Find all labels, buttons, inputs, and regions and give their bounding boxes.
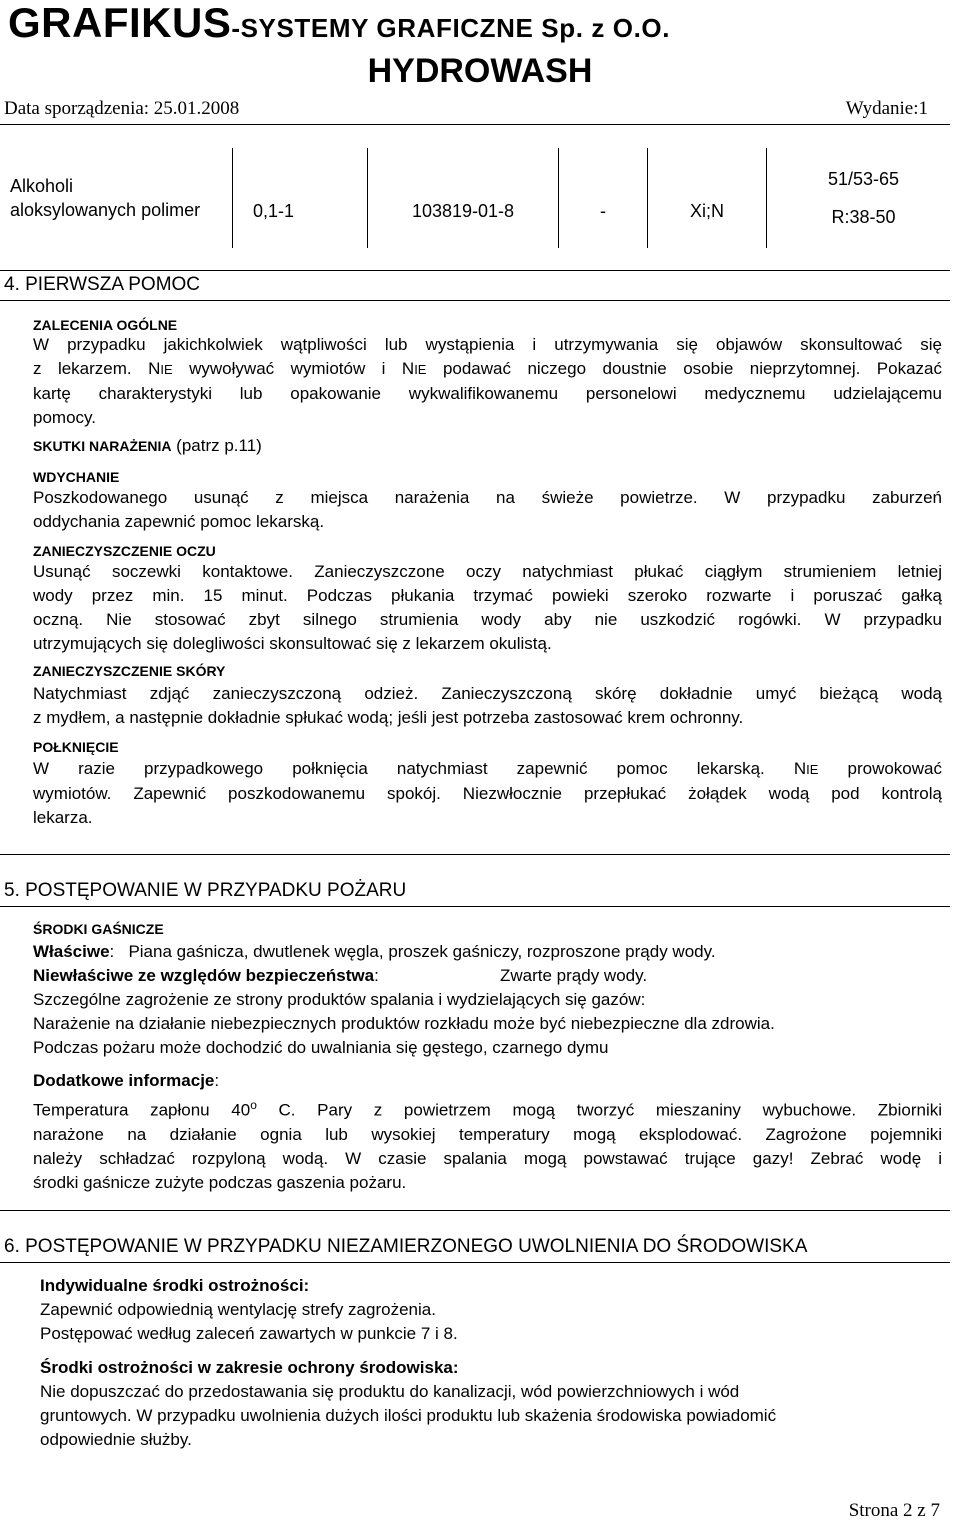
risk-phrases-line1: 51/53-65 — [767, 167, 960, 191]
exposure-effects-title: SKUTKI NARAŻENIA — [33, 438, 171, 454]
eye-contact-title: ZANIECZYSZCZENIE OCZU — [33, 542, 216, 560]
additional-info-text — [33, 1093, 942, 1195]
additional-info-colon: : — [214, 1071, 219, 1090]
section-4-title: 4. PIERWSZA POMOC — [4, 274, 200, 296]
text-line: odpowiednie służby. — [40, 1428, 940, 1452]
ingestion-text — [33, 757, 942, 830]
text-line — [33, 357, 942, 382]
issue-date: Data sporządzenia: 25.01.2008 — [4, 98, 239, 120]
unsuitable-media — [33, 964, 379, 988]
composition-table — [0, 148, 960, 248]
text-line: Narażenie na działanie niebezpiecznych produktów rozkładu może być niebezpieczne dla zdrowia. — [33, 1012, 942, 1036]
unsuitable-media-text: Zwarte prądy wody. — [500, 964, 647, 988]
text-span: z lekarzem. N — [33, 359, 160, 378]
text-line: oddychania zapewnić pomoc lekarską. — [33, 510, 942, 534]
risk-phrases-line2: R:38-50 — [767, 205, 960, 229]
additional-info-title — [33, 1069, 219, 1093]
inhalation-title: WDYCHANIE — [33, 468, 119, 486]
component-name-cell — [0, 148, 233, 248]
company-name — [8, 2, 670, 44]
extinguishing-media-title: ŚRODKI GAŚNICZE — [33, 920, 164, 938]
general-advice-text — [33, 333, 942, 430]
text-line: wymiotów. Zapewnić poszkodowanemu spokój. Niezwłocznie przepłukać żołądek wodą pod kontrolą — [33, 782, 942, 806]
inhalation-text — [33, 486, 942, 534]
einecs-cell: - — [559, 148, 648, 248]
text-line: oczną. Nie stosować zbyt silnego strumienia wody aby nie uszkodzić rogówki. W przypadku — [33, 608, 942, 632]
text-line — [33, 757, 942, 782]
skin-contact-text — [33, 682, 942, 730]
eye-contact-text — [33, 560, 942, 656]
text-line: wody przez min. 15 minut. Podczas płukania trzymać powieki szeroko rozwarte i poruszać gałką — [33, 584, 942, 608]
text-line: Nie dopuszczać do przedostawania się produktu do kanalizacji, wód powierzchniowych i wód — [40, 1380, 940, 1404]
text-line: Poszkodowanego usunąć z miejsca narażenia na świeże powietrze. W przypadku zaburzeń — [33, 486, 942, 510]
environmental-precautions-title: Środki ostrożności w zakresie ochrony środowiska: — [40, 1356, 459, 1380]
symbol-cell: Xi;N — [648, 148, 767, 248]
additional-info-label: Dodatkowe informacje — [33, 1071, 214, 1090]
text-line: Zapewnić odpowiednią wentylację strefy zagrożenia. — [40, 1298, 940, 1322]
special-hazards-text — [33, 988, 942, 1060]
company-name-main: GRAFIKUS — [8, 0, 231, 46]
table-row — [0, 148, 960, 248]
component-name-line2: aloksylowanych polimer — [10, 198, 232, 222]
text-line: Usunąć soczewki kontaktowe. Zanieczyszczone oczy natychmiast płukać ciągłym strumieniem letniej — [33, 560, 942, 584]
section-divider — [0, 270, 950, 271]
section-divider — [0, 854, 950, 855]
text-line: Postępować według zaleceń zawartych w punkcie 7 i 8. — [40, 1322, 940, 1346]
section-5-title: 5. POSTĘPOWANIE W PRZYPADKU POŻARU — [4, 880, 406, 902]
text-line: pomocy. — [33, 406, 942, 430]
company-name-suffix: -SYSTEMY GRAFICZNE Sp. z O.O. — [231, 13, 670, 43]
unsuitable-media-colon: : — [374, 966, 379, 985]
text-line: narażone na działanie ognia lub wysokiej temperatury mogą eksplodować. Zagrożone pojemniki — [33, 1123, 942, 1147]
text-line: utrzymujących się dolegliwości skonsultować się z lekarzem okulistą. — [33, 632, 942, 656]
personal-precautions-title: Indywidualne środki ostrożności: — [40, 1274, 309, 1298]
text-span: IE — [806, 762, 818, 777]
general-advice-title: ZALECENIA OGÓLNE — [33, 316, 177, 334]
text-line: środki gaśnicze zużyte podczas gaszenia pożaru. — [33, 1171, 942, 1195]
text-line: z mydłem, a następnie dokładnie spłukać wodą; jeśli jest potrzeba zastosować krem ochronny. — [33, 706, 942, 730]
text-line: Podczas pożaru może dochodzić do uwalniania się gęstego, czarnego dymu — [33, 1036, 942, 1060]
text-span: podawać niczego doustnie osobie nieprzytomnej. Pokazać — [426, 359, 942, 378]
edition: Wydanie:1 — [846, 98, 928, 120]
component-name-line1: Alkoholi — [10, 174, 232, 198]
product-name: HYDROWASH — [0, 54, 960, 88]
suitable-media-text: : Piana gaśnicza, dwutlenek węgla, proszek gaśniczy, rozproszone prądy wody. — [110, 942, 716, 961]
section-divider — [0, 1210, 950, 1211]
text-line: Szczególne zagrożenie ze strony produktów spalania i wydzielających się gazów: — [33, 988, 942, 1012]
page-number: Strona 2 z 7 — [849, 1500, 940, 1522]
exposure-effects — [33, 436, 262, 456]
text-span: Temperatura zapłonu 40 — [33, 1101, 250, 1120]
text-line: lekarza. — [33, 806, 942, 830]
text-span: IE — [414, 362, 426, 377]
degree-sup: o — [250, 1098, 257, 1112]
personal-precautions-text — [40, 1298, 940, 1346]
text-line: gruntowych. W przypadku uwolnienia dużych ilości produktu lub skażenia środowiska powiadomić — [40, 1404, 940, 1428]
section-divider — [0, 1262, 950, 1263]
text-line: W przypadku jakichkolwiek wątpliwości lub wystąpienia i utrzymywania się objawów skonsultować się — [33, 333, 942, 357]
suitable-media — [33, 940, 716, 964]
header-divider — [0, 124, 950, 125]
environmental-precautions-text — [40, 1380, 940, 1452]
exposure-effects-ref: (patrz p.11) — [171, 436, 261, 455]
suitable-media-label: Właściwe — [33, 942, 110, 961]
text-span: W razie przypadkowego połknięcia natychmiast zapewnić pomoc lekarską. N — [33, 759, 806, 778]
cas-cell: 103819-01-8 — [368, 148, 559, 248]
text-span: prowokować — [818, 759, 942, 778]
text-line: Natychmiast zdjąć zanieczyszczoną odzież. Zanieczyszczoną skórę dokładnie umyć bieżącą wodą — [33, 682, 942, 706]
text-line — [33, 1093, 942, 1123]
risk-phrases-cell — [767, 148, 960, 248]
unsuitable-media-label: Niewłaściwe ze względów bezpieczeństwa — [33, 966, 374, 985]
text-span: C. Pary z powietrzem mogą tworzyć mieszaniny wybuchowe. Zbiorniki — [257, 1101, 942, 1120]
text-span: IE — [160, 362, 172, 377]
text-span: wywoływać wymiotów i N — [173, 359, 415, 378]
ingestion-title: POŁKNIĘCIE — [33, 738, 119, 756]
section-divider — [0, 300, 950, 301]
text-line: należy schładzać rozpyloną wodą. W czasie spalania mogą powstawać trujące gazy! Zebrać wodę i — [33, 1147, 942, 1171]
skin-contact-title: ZANIECZYSZCZENIE SKÓRY — [33, 662, 225, 680]
section-divider — [0, 906, 950, 907]
concentration-cell: 0,1-1 — [233, 148, 368, 248]
section-6-title: 6. POSTĘPOWANIE W PRZYPADKU NIEZAMIERZONEGO UWOLNIENIA DO ŚRODOWISKA — [4, 1236, 807, 1258]
text-line: kartę charakterystyki lub opakowanie wykwalifikowanemu personelowi medycznemu udzielającemu — [33, 382, 942, 406]
